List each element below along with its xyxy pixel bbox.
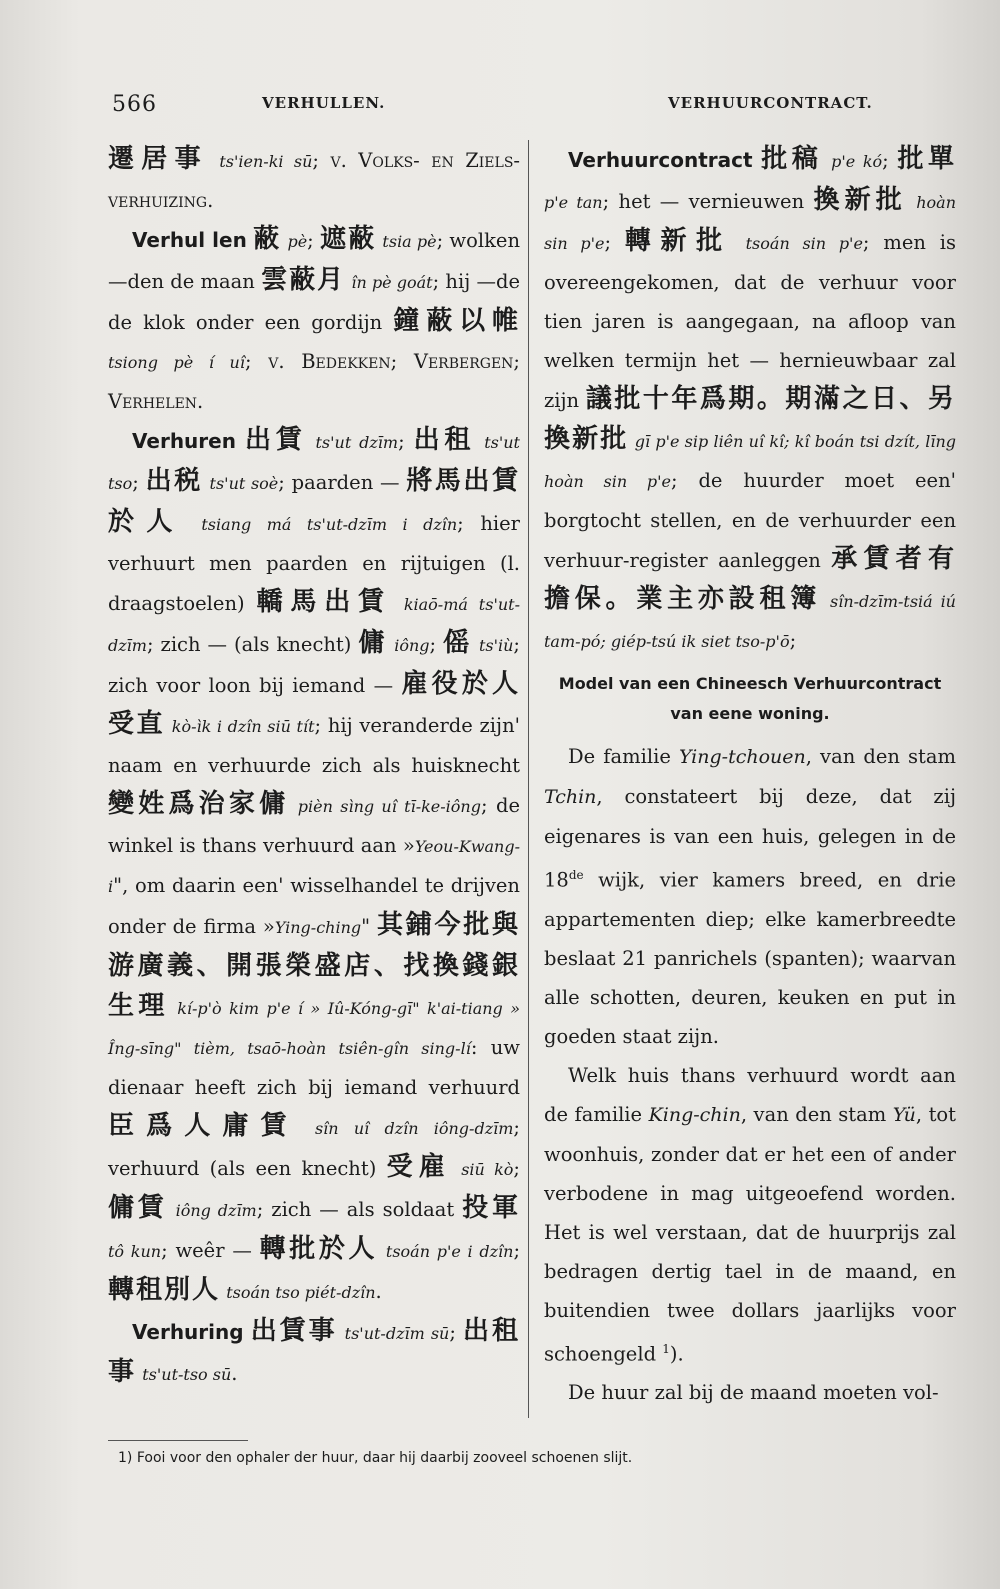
romanization: gī p'e sip liên uî kî; kî boán tsi dzít, līng hoàn sin p'e [544,432,956,491]
romanization: ts'ut-tso sū [142,1365,232,1384]
romanization: p'e tan [544,193,603,212]
chinese-text: 變姓爲治家傭 [108,789,290,819]
model-title: Model van een Chineesch Verhuurcontract van eene woning. [558,674,942,723]
chinese-text: 傜 [443,628,472,658]
firm-name: Ying-ching [274,918,362,937]
chinese-text: 出租 [413,425,476,455]
headword: Verhul len [132,228,247,252]
headword: Verhuring [132,1320,244,1344]
romanization: kí-p'ò kim p'e í » Iû-Kóng-gī" k'ai-tiang » Îng-sīng" tièm, tsaō-hoàn tsiên-gîn sing-lí [108,999,520,1058]
footnote: 1) Fooi voor den ophaler der huur, daar hij daarbij zooveel schoenen slijt. [118,1450,633,1466]
definition-text: ; zich — als soldaat [256,1198,455,1221]
romanization: tô kun [108,1242,162,1261]
column-divider [528,140,529,1418]
definition-text: ", om daarin een' wisselhandel te drijven onder de firma » [108,874,520,938]
chinese-text: 轉批於人 [259,1234,379,1264]
romanization: kiaō-má ts'ut-dzīm [108,595,520,655]
romanization: ts'ien-ki sū [219,152,313,171]
body-text: , van den stam [740,1102,893,1126]
family-name: Ying-tchouen [678,746,806,768]
chinese-text: 出税 [145,466,203,496]
romanization: p'e kó [831,152,883,171]
romanization: tsia pè [382,232,437,251]
right-running-head: VERHUURCONTRACT. [668,94,873,112]
chinese-text: 將馬出賃於人 [108,466,520,537]
definition-text: ; het — vernieuwen [602,190,805,213]
body-text: , tot woonhuis, zonder dat er het een of ander verbodene in mag uitgeoefend worden. Het is wel verstaan, dat de huurprijs zal bedragen dertig tael in de maand, en buitendien twee dollars jaarlijks voor schoengeld [544,1102,956,1365]
body-text: ). [669,1342,684,1365]
body-text: , constateert bij deze, dat zij eigenares is van een huis, gelegen in de 18 [544,785,956,892]
romanization: ts'ut tso [108,433,520,493]
chinese-text: 遮蔽 [320,224,377,254]
romanization: iông dzīm [175,1201,257,1220]
chinese-text: 轎馬出賃 [256,587,392,617]
left-column [108,140,520,1394]
romanization: tsoán p'e i dzîn [385,1242,514,1261]
footnote-reference[interactable]: 1 [662,1341,670,1356]
chinese-text: 其鋪今批與游廣義、開張榮盛店、找換錢銀生理 [108,910,520,1021]
headword: Verhuren [132,429,236,453]
chinese-text: 臣爲人庸賃 [108,1111,299,1141]
ordinal-suffix: de [568,868,584,882]
chinese-text: 傭 [358,628,388,658]
romanization: pièn sìng uî tī-ke-iông [297,797,481,816]
romanization: hoàn sin p'e [544,193,956,253]
chinese-text: 雲蔽月 [261,265,346,295]
entry-verhuren: Verhuren 出賃 ts'ut dzīm; 出租 ts'ut tso; 出税 ts'ut soè; paarden — 將馬出賃於人 tsiang má ts'ut-dzīm i dzîn; hier verhuurt men paarden en rijtuigen (l. draagstoelen) 轎馬出賃 kiaō-má ts'ut-dzīm; zich — (als knecht) 傭 iông; 傜 ts'iù; zich voor loon bij iemand — 雇役於人受直 kò-ìk i dzîn siū tít; hij veranderde zijn' naam en verhuurde zich als huisknecht 變姓爲治家傭 pièn sìng uî tī-ke-iông; de winkel is thans verhuurd aan »Yeou-Kwang-i", om daarin een' wisselhandel te drijven onder de firma »Ying-ching" 其鋪今批與游廣義、開張榮盛店、找換錢銀生理 kí-p'ò kim p'e í » Iû-Kóng-gī" k'ai-tiang » Îng-sīng" tièm, tsaō-hoàn tsiên-gîn sing-lí: uw dienaar heeft zich bij iemand verhuurd 臣爲人庸賃 sîn uî dzîn iông-dzīm; verhuurd (als een knecht) 受雇 siū kò; 傭賃 iông dzīm; zich — als soldaat 投軍 tô kun; weêr — 轉批於人 tsoán p'e i dzîn; 轉租別人 tsoán tso piét-dzîn. [108,425,521,1305]
definition-text: ; zich voor loon bij iemand — [108,633,520,697]
romanization: tsoán sin p'e [745,234,863,253]
chinese-text: 投軍 [462,1193,520,1223]
clan-name: Tchin [544,786,597,808]
entry-verhuizing [108,140,520,220]
definition-text: ; wolken —den de maan [108,229,521,293]
chinese-text: 出賃事 [250,1316,338,1346]
definition-text: ; verhuurd (als een knecht) [108,1116,520,1180]
definition-text: ; de winkel is thans verhuurd aan » [108,794,520,857]
romanization: ts'iù [478,636,514,655]
shop-name: Yeou-Kwang-i [108,837,520,896]
definition-text: ; paarden — [278,471,400,494]
clan-name: Yü [892,1103,916,1126]
left-running-head: VERHULLEN. [262,94,386,112]
chinese-text: 承賃者有擔保。業主亦設租簿 [544,544,956,614]
page-number: 566 [112,92,157,117]
chinese-text: 遷居事 [108,144,208,174]
body-text: , van den stam [805,745,956,768]
cross-reference: ; v. Bedekken; Verbergen; Verhelen. [108,350,520,413]
cross-reference: ; v. Volks- en Ziels-verhuizing. [108,149,520,212]
romanization: sîn-dzīm-tsiá iú tam-pó; giép-tsú ik siet tso-p'ō [544,592,956,651]
romanization: ts'ut dzīm [315,433,399,452]
romanization: kò-ìk i dzîn siū tít [171,717,315,736]
romanization: tsoán tso piét-dzîn [226,1283,376,1302]
romanization: tsiong pè í uî [108,353,245,372]
chinese-text: 轉新批 [624,226,732,256]
romanization: în pè goát [351,273,433,292]
romanization: siū kò [461,1160,514,1179]
definition-text: ; zich — (als knecht) [146,633,352,656]
contract-paragraph-1 [544,737,956,1056]
chinese-text: 受雇 [386,1152,451,1182]
chinese-text: 出賃 [244,425,307,455]
definition-text: ; weêr — [161,1239,252,1262]
body-text: Welk huis thans verhuurd wordt aan de familie [544,1063,956,1126]
romanization: tsiang má ts'ut-dzīm i dzîn [201,515,458,534]
definition-text: ; men is overeengekomen, dat de verhuur voor tien jaren is aangegaan, na afloop van welken termijn het — hernieuwbaar zal zijn [544,231,956,412]
definition-text: ; hij veranderde zijn' naam en verhuurde zich als huisknecht [108,714,520,777]
chinese-text: 議批十年爲期。期滿之日、另換新批 [544,384,956,454]
entry-verhuurcontract: Verhuurcontract 批稿 p'e kó; 批單 p'e tan; het — vernieuwen 換新批 hoàn sin p'e; 轉新批 tsoán sin p'e; men is overeengekomen, dat de verhuur voor tien jaren is aangegaan, na afloop van welken termijn het — hernieuwbaar zal zijn 議批十年爲期。期滿之日、另換新批 gī p'e sip liên uî kî; kî boán tsi dzít, līng hoàn sin p'e; de huurder moet een' borgtocht stellen, en de verhuurder een verhuur-register aanleggen 承賃者有擔保。業主亦設租簿 sîn-dzīm-tsiá iú tam-pó; giép-tsú ik siet tso-p'ō; [544,144,956,652]
romanization: ts'ut-dzīm sū [344,1324,450,1343]
right-column [544,140,956,1412]
family-name: King-chin [648,1103,741,1126]
romanization: iông [394,636,430,655]
body-text: De familie [568,745,679,768]
contract-paragraph-3: De huur zal bij de maand moeten vol- [568,1381,939,1404]
chinese-text: 批稿 [761,144,823,174]
entry-verhuring: Verhuring 出賃事 ts'ut-dzīm sū; 出租事 ts'ut-tso sū. [108,1316,520,1387]
chinese-text: 蔽 [253,224,282,254]
headword: Verhuurcontract [568,148,753,172]
definition-text: ; hier verhuurt men paarden en rijtuigen (l. draagstoelen) [108,512,520,615]
chinese-text: 雇役於人受直 [108,669,520,739]
chinese-text: 轉租別人 [108,1275,221,1305]
footnote-rule [108,1440,248,1441]
entry-verhullen: Verhul len 蔽 pè; 遮蔽 tsia pè; wolken —den de maan 雲蔽月 în pè goát; hij —de de klok onder een gordijn 鐘蔽以帷 tsiong pè í uî; v. Bedekken; Verbergen; Verhelen. [108,224,521,413]
chinese-text: 傭賃 [108,1193,168,1223]
contract-paragraph-2 [544,1056,956,1374]
definition-text: ; hij —de de klok onder een gordijn [108,270,520,334]
romanization: ts'ut soè [209,474,279,493]
definition-text: : uw dienaar heeft zich bij iemand verhuurd [108,1036,520,1099]
romanization: sîn uî dzîn iông-dzīm [314,1119,514,1138]
body-text: wijk, vier kamers breed, en drie appartementen diep; elke kamerbreedte beslaat 21 panrichels (spanten); waarvan alle schotten, deuren, keuken en put in goeden staat zijn. [544,868,956,1048]
chinese-text: 鐘蔽以帷 [393,306,520,336]
chinese-text: 出租事 [108,1316,520,1387]
chinese-text: 換新批 [813,185,907,215]
chinese-text: 批單 [897,144,956,174]
definition-text: " [361,915,371,938]
definition-text: ; de huurder moet een' borgtocht stellen, en de verhuurder een verhuur-register aanleggen [544,469,956,572]
romanization: pè [287,232,308,251]
